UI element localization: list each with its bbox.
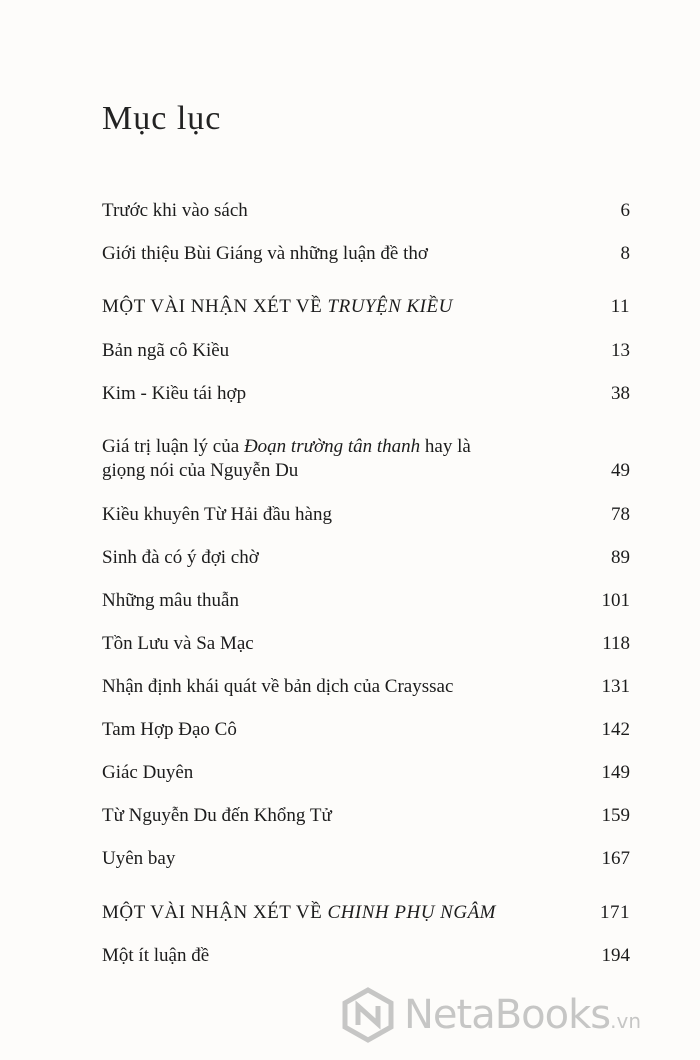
toc-entry-page: 149 bbox=[601, 762, 630, 783]
toc-entry-title: Uyên bay bbox=[102, 848, 176, 869]
toc-entry-page: 38 bbox=[611, 383, 630, 404]
toc-entry bbox=[102, 382, 630, 406]
toc-entry-title: Những mâu thuẫn bbox=[102, 590, 239, 611]
toc-entry-page: 11 bbox=[610, 296, 630, 317]
toc-entry bbox=[102, 199, 630, 223]
toc-entry-page: 49 bbox=[611, 460, 630, 481]
toc-entry-title: Bản ngã cô Kiều bbox=[102, 340, 230, 361]
toc-entry bbox=[102, 339, 630, 363]
toc-entry bbox=[102, 503, 630, 527]
toc-entry-title: Nhận định khái quát về bản dịch của Crayssac bbox=[102, 676, 454, 697]
toc-entry-page: 167 bbox=[601, 848, 630, 869]
toc-entry-page: 159 bbox=[601, 805, 630, 826]
toc-entry bbox=[102, 425, 630, 483]
toc-section-title-italic: TRUYỆN KIỀU bbox=[327, 296, 453, 317]
toc-entry-page: 171 bbox=[600, 902, 630, 923]
toc-entry-title-text: hay là bbox=[420, 436, 471, 457]
toc-entry-title: Kiều khuyên Từ Hải đầu hàng bbox=[102, 504, 332, 525]
toc-entry-page: 8 bbox=[620, 243, 630, 264]
toc-entry-title: Từ Nguyễn Du đến Khổng Tử bbox=[102, 805, 332, 826]
toc-entry-title-italic: Đoạn trường tân thanh bbox=[243, 436, 421, 457]
toc-entry-title: Kim - Kiều tái hợp bbox=[102, 383, 247, 404]
toc-entry bbox=[102, 675, 630, 699]
toc-entry-page: 101 bbox=[601, 590, 630, 611]
toc-entry bbox=[102, 804, 630, 828]
toc-entry-title bbox=[102, 435, 570, 483]
toc-entry bbox=[102, 718, 630, 742]
toc-entry-page: 194 bbox=[601, 945, 630, 966]
toc-entry-page: 89 bbox=[611, 547, 630, 568]
toc-entry-title-text: giọng nói của Nguyễn Du bbox=[102, 460, 299, 481]
toc-entry-title: Giới thiệu Bùi Giáng và những luận đề thơ bbox=[102, 243, 428, 264]
toc-entry-page: 142 bbox=[601, 719, 630, 740]
toc-entry-title: Giác Duyên bbox=[102, 762, 194, 783]
watermark-brand: NetaBooks bbox=[404, 992, 611, 1038]
toc-entry bbox=[102, 847, 630, 871]
toc-entry bbox=[102, 761, 630, 785]
toc-entry bbox=[102, 242, 630, 266]
toc-section-title-text: MỘT VÀI NHẬN XÉT VỀ bbox=[102, 296, 328, 317]
toc-entry bbox=[102, 546, 630, 570]
toc-entry-title: Tam Hợp Đạo Cô bbox=[102, 719, 237, 740]
toc-section-title-italic: CHINH PHỤ NGÂM bbox=[327, 902, 497, 923]
toc-entry-title-text: Giá trị luận lý của bbox=[102, 436, 244, 457]
watermark-text bbox=[404, 992, 641, 1038]
toc-entry-page: 13 bbox=[611, 340, 630, 361]
toc-entry-title: Trước khi vào sách bbox=[102, 200, 248, 221]
toc-entry bbox=[102, 632, 630, 656]
toc-section-title-text: MỘT VÀI NHẬN XÉT VỀ bbox=[102, 902, 328, 923]
toc-entry-page: 6 bbox=[620, 200, 630, 221]
toc-entry-title: Một ít luận đề bbox=[102, 945, 210, 966]
toc-section-title bbox=[102, 901, 570, 925]
toc-entry-page: 78 bbox=[611, 504, 630, 525]
toc-entry-page: 131 bbox=[601, 676, 630, 697]
toc-section bbox=[102, 901, 630, 925]
toc-section-title bbox=[102, 295, 570, 319]
netabooks-logo-icon bbox=[340, 987, 396, 1043]
watermark bbox=[340, 975, 700, 1055]
toc-entry-page: 118 bbox=[602, 633, 630, 654]
toc-entry bbox=[102, 944, 630, 968]
page-title: Mục lục bbox=[102, 100, 222, 137]
toc-entry-title: Tồn Lưu và Sa Mạc bbox=[102, 633, 254, 654]
watermark-suffix: .vn bbox=[610, 1009, 641, 1033]
toc-section bbox=[102, 295, 630, 319]
toc-entry-title: Sinh đà có ý đợi chờ bbox=[102, 547, 259, 568]
toc-entry bbox=[102, 589, 630, 613]
